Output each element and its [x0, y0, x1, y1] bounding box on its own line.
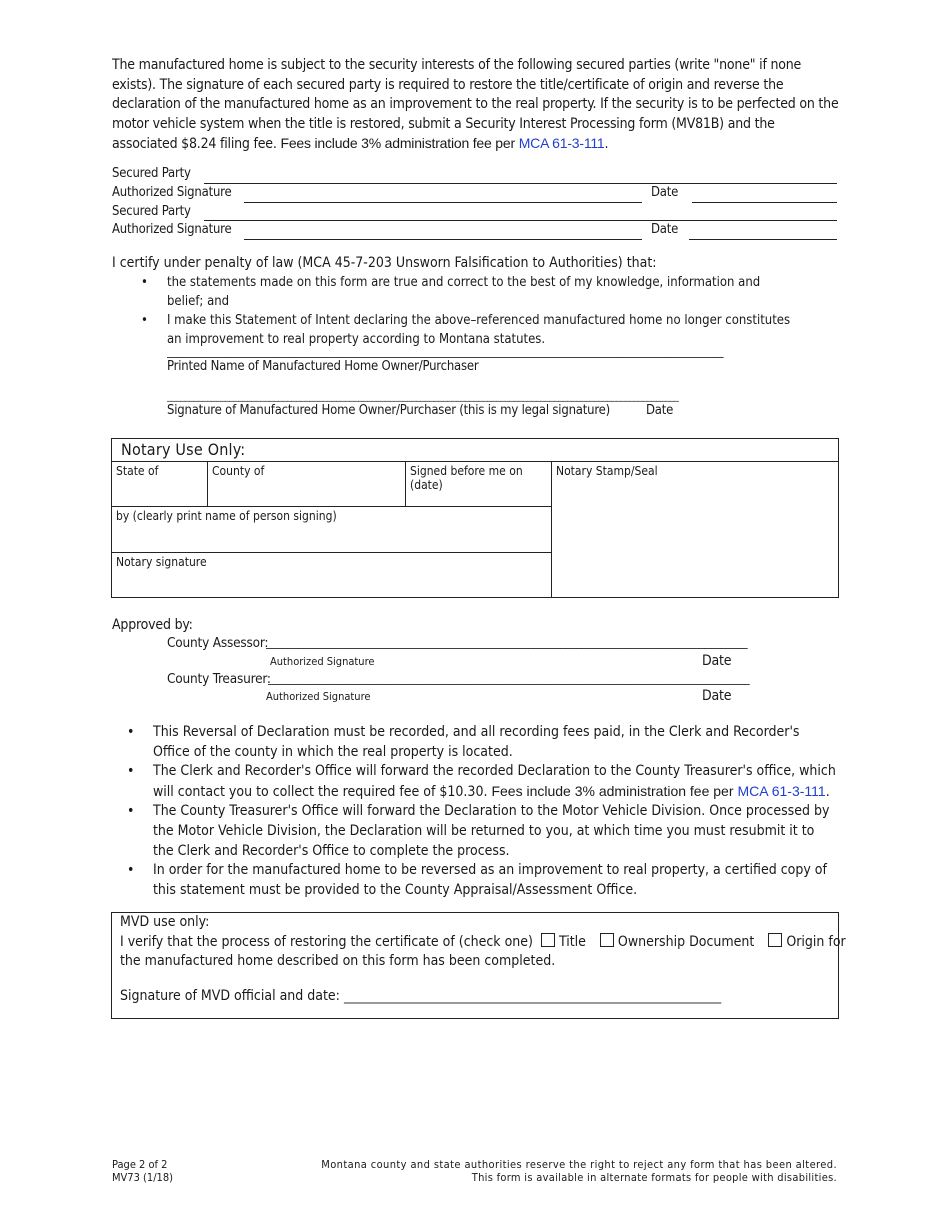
instruction-list — [125, 723, 837, 900]
state-of-label: State of — [116, 464, 159, 478]
certify-heading: I certify under penalty of law (MCA 45-7-203 Unsworn Falsification to Authorities) that: — [112, 255, 657, 271]
treasurer-date-label: Date — [702, 688, 732, 704]
county-assessor-label: County Assessor: — [167, 635, 269, 651]
notary-signature-cell[interactable] — [111, 552, 552, 598]
state-of-cell[interactable] — [111, 461, 208, 507]
owner-signature-line[interactable]: ___________________________________________________________________________________________________________________ — [167, 389, 679, 402]
printed-name-label: Printed Name of Manufactured Home Owner/Purchaser — [167, 359, 479, 374]
title-option-label: Title — [558, 934, 586, 950]
origin-checkbox[interactable] — [768, 933, 782, 947]
mvd-use-box — [111, 912, 846, 1019]
title-checkbox[interactable] — [541, 933, 555, 947]
instruction-mca-link[interactable]: MCA 61-3-111 — [737, 782, 826, 799]
ownership-document-checkbox[interactable] — [600, 933, 614, 947]
treasurer-auth-sig-label: Authorized Signature — [266, 690, 371, 703]
mvd-signature-label: Signature of MVD official and date: — [120, 988, 340, 1004]
intro-mca-link[interactable]: MCA 61-3-111 — [518, 135, 605, 152]
form-number: MV73 (1/18) — [112, 1171, 173, 1184]
secured-party-label-2: Secured Party — [112, 204, 191, 219]
ownership-option-label: Ownership Document — [617, 934, 755, 950]
authorized-signature-line-2[interactable] — [244, 239, 642, 240]
county-of-cell[interactable] — [207, 461, 406, 507]
county-of-label: County of — [212, 464, 265, 478]
assessor-signature-line[interactable]: __________________________________________________________________________________________ — [266, 635, 748, 650]
authorized-signature-label-1: Authorized Signature — [112, 185, 232, 200]
notary-stamp-label: Notary Stamp/Seal — [556, 464, 658, 478]
secured-party-label-1: Secured Party — [112, 166, 191, 181]
instruction-fee-text: The Clerk and Recorder's Office will forward the recorded Declaration to the County Treasurer's office, which will contact you to collect the required fee of $10.30. — [153, 763, 836, 800]
intro-fee-text: Fees include 3% administration fee per — [280, 135, 515, 152]
instruction-item: • In order for the manufactured home to be reversed as an improvement to real property, a certified copy of this statement must be provided to the County Appraisal/Assessment Office. — [125, 861, 837, 900]
date-line-1[interactable] — [692, 202, 837, 203]
mvd-signature-line[interactable]: _________________________________________________________________ — [343, 988, 721, 1004]
date-label-2: Date — [651, 222, 679, 237]
assessor-date-label: Date — [702, 653, 732, 669]
notary-box — [111, 438, 839, 598]
signer-name-label: by (clearly print name of person signing) — [116, 509, 337, 523]
owner-date-label: Date — [646, 403, 674, 418]
instruction-item: • This Reversal of Declaration must be recorded, and all recording fees paid, in the Clerk and Recorder's Office of the county in which the real property is located. — [125, 723, 837, 762]
instruction-fee-note: Fees include 3% administration fee per — [491, 782, 734, 799]
certify-bullets — [139, 273, 799, 349]
secured-party-line-1[interactable] — [204, 183, 837, 184]
owner-signature-label: Signature of Manufactured Home Owner/Purchaser (this is my legal signature) — [167, 403, 611, 418]
instruction-period: . — [825, 783, 830, 800]
intro-paragraph — [112, 56, 842, 155]
signer-name-cell[interactable] — [111, 506, 552, 553]
certify-bullet: • the statements made on this form are true and correct to the best of my knowledge, information and belief; and — [139, 273, 799, 311]
mvd-signature-row — [120, 988, 721, 1004]
signed-before-label: Signed before me on (date) — [410, 464, 523, 492]
county-treasurer-label: County Treasurer: — [167, 671, 271, 687]
page-number: Page 2 of 2 — [112, 1158, 168, 1171]
footer-notice-altered: Montana county and state authorities reserve the right to reject any form that has been altered. — [321, 1158, 837, 1171]
mvd-verify-line — [120, 933, 846, 950]
printed-name-line[interactable]: ________________________________________________________________________________________________________ — [167, 344, 724, 359]
footer-notice-formats: This form is available in alternate formats for people with disabilities. — [471, 1171, 837, 1184]
date-line-2[interactable] — [689, 239, 837, 240]
treasurer-signature-line[interactable]: __________________________________________________________________________________________ — [268, 671, 750, 686]
intro-text: The manufactured home is subject to the security interests of the following secured parties (write "none" if none exists). The signature of each secured party is required to restore the title/certificate of origin and reverse the declaration of the manufactured home as an improvement to the real property. If the security is to be perfected on the motor vehicle system when the title is restored, submit a Security Interest Processing form (MV81B) and the associated $8.24 filing fee. — [112, 57, 839, 153]
assessor-auth-sig-label: Authorized Signature — [270, 655, 375, 668]
notary-stamp-cell — [551, 461, 839, 598]
notary-title: Notary Use Only: — [121, 440, 246, 459]
authorized-signature-line-1[interactable] — [244, 202, 642, 203]
mvd-verify-tail: the manufactured home described on this form has been completed. — [120, 953, 556, 969]
instruction-item — [125, 762, 837, 802]
origin-option-label: Origin for — [786, 934, 846, 950]
intro-period: . — [604, 136, 609, 153]
mvd-title: MVD use only: — [120, 914, 210, 930]
secured-party-line-2[interactable] — [204, 220, 837, 221]
date-label-1: Date — [651, 185, 679, 200]
approved-by-label: Approved by: — [112, 617, 193, 633]
notary-signature-label: Notary signature — [116, 555, 207, 569]
signed-before-cell[interactable] — [405, 461, 552, 507]
instruction-item: • The County Treasurer's Office will forward the Declaration to the Motor Vehicle Division. Once processed by the Motor Vehicle Division, the Declaration will be returned to you, at which time you must resubmit it to the Clerk and Recorder's Office to complete the process. — [125, 802, 837, 861]
mvd-verify-text: I verify that the process of restoring the certificate of (check one) — [120, 934, 533, 950]
certify-bullet: • I make this Statement of Intent declaring the above–referenced manufactured home no longer constitutes an improvement to real property according to Montana statutes. — [139, 311, 799, 349]
authorized-signature-label-2: Authorized Signature — [112, 222, 232, 237]
